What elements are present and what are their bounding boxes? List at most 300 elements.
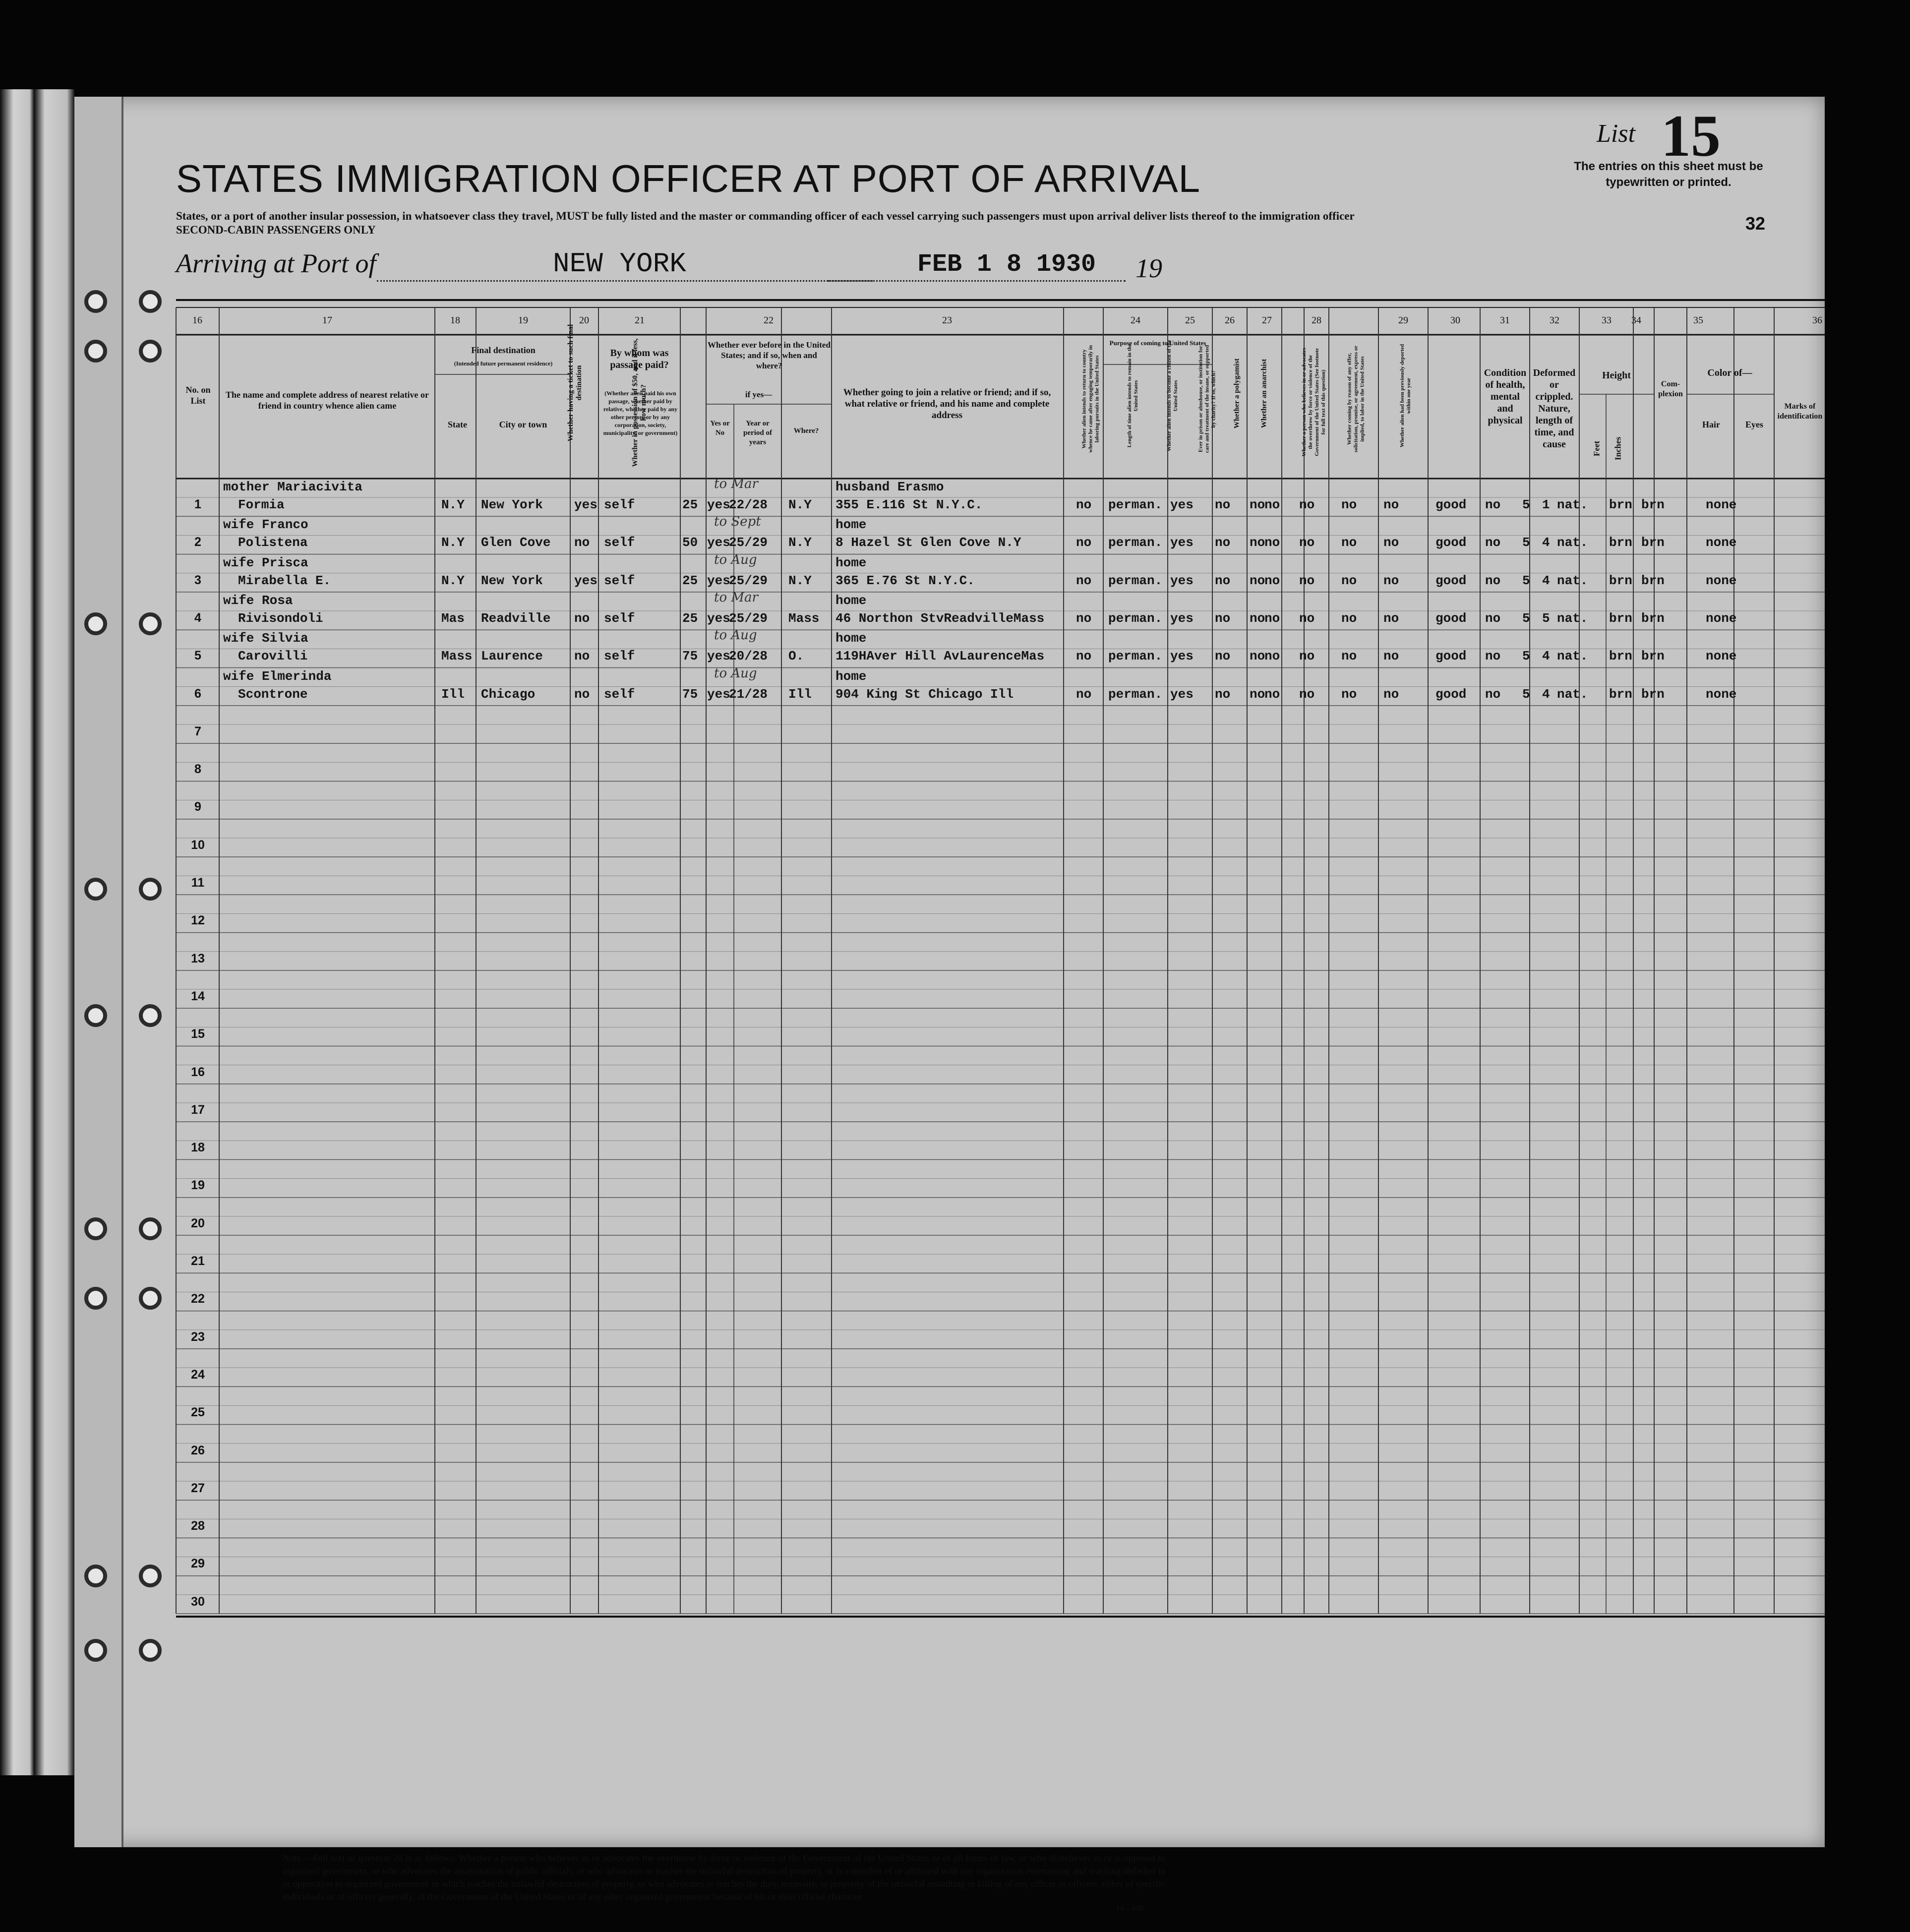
cell-join-top: home: [836, 555, 867, 570]
cell-relative: Polistena: [238, 535, 308, 550]
cell-complexion: nat.: [1557, 649, 1588, 664]
cell-relative-top: wife Rosa: [223, 593, 293, 608]
column-header-purpose-a: Whether alien intends to return to country whence he came after engaging temporarily in laboring pursuits in the United States: [1081, 345, 1100, 453]
column-number: 21: [635, 315, 645, 326]
column-header-purpose: Purpose of coming to United States: [1109, 339, 1206, 347]
column-header-final-destination-note: (Intended future permanent residence): [454, 360, 553, 367]
list-number: 15: [1661, 103, 1721, 169]
row-number: 24: [191, 1367, 205, 1382]
cell-paid: self: [604, 535, 635, 550]
cell-c30: no: [1383, 649, 1399, 664]
form-code: 14—430: [1116, 1904, 1143, 1913]
cell-join: 365 E.76 St N.Y.C.: [836, 573, 975, 588]
column-header-relative-address: The name and complete address of nearest relative or friend in country whence alien came: [226, 390, 429, 411]
column-header-prison: Ever in prison or almshouse, or institution for care and treatment of the insane, or supported by charity? If so, which?: [1197, 345, 1217, 453]
cell-complexion: nat.: [1557, 686, 1588, 702]
cell-years: 25/29: [729, 573, 768, 588]
cell-join: 8 Hazel St Glen Cove N.Y: [836, 535, 1021, 550]
cell-relative: Rivisondoli: [238, 610, 323, 626]
column-header-contract: Whether coming by reason of any offer, solicitation, promise, or agreement, express or implied, to labor in the United States: [1346, 345, 1366, 453]
cell-c25: no: [1215, 686, 1231, 702]
cell-money: 75: [682, 686, 698, 702]
row-number: 4: [194, 610, 201, 625]
cell-c26: no: [1250, 497, 1265, 512]
port-value: NEW YORK: [553, 248, 686, 280]
cell-c25: no: [1215, 610, 1231, 626]
row-number: 20: [191, 1216, 205, 1230]
cell-health: good: [1435, 649, 1467, 664]
cell-where: N.Y: [788, 573, 812, 588]
cell-inches: 4: [1542, 686, 1550, 702]
cell-eyes: brn: [1641, 649, 1665, 664]
cell-c26: no: [1250, 535, 1265, 550]
column-header-ticket: Whether having a ticket to such final destination: [567, 324, 583, 442]
manifest-sheet: [74, 97, 1825, 1913]
row-number: 19: [191, 1178, 205, 1193]
cell-years: 21/28: [729, 686, 768, 702]
cell-c29: no: [1341, 573, 1357, 588]
cell-money: 25: [682, 610, 698, 626]
cell-hand: to Aug: [714, 665, 757, 681]
cell-health: good: [1435, 686, 1467, 702]
cell-c25: no: [1215, 649, 1231, 664]
column-number: 30: [1450, 315, 1460, 326]
binder-hole: [84, 1004, 107, 1027]
column-header-yes-or-no: Yes or No: [710, 420, 730, 437]
cell-c28: no: [1299, 610, 1315, 626]
cell-inches: 1: [1542, 497, 1550, 512]
row-number: 21: [191, 1254, 205, 1268]
cell-health: good: [1435, 610, 1467, 626]
cell-p3: yes: [1170, 649, 1194, 664]
row-number: 29: [191, 1557, 205, 1571]
column-number: 26: [1225, 315, 1235, 326]
cell-feet: 5: [1522, 497, 1530, 512]
cell-before: yes: [707, 535, 730, 550]
cell-hair: brn: [1609, 573, 1632, 588]
row-number: 23: [191, 1329, 205, 1344]
cell-feet: 5: [1522, 535, 1530, 550]
binder-hole: [139, 612, 162, 635]
column-number: 36: [1812, 315, 1822, 326]
cell-marks: none: [1706, 686, 1737, 702]
cell-state: Mas: [441, 610, 465, 626]
binder-hole: [139, 1565, 162, 1587]
binder-hole: [84, 1565, 107, 1587]
row-number: 17: [191, 1102, 205, 1117]
binder-hole: [84, 1287, 107, 1310]
cell-feet: 5: [1522, 610, 1530, 626]
table-grid: [74, 97, 1825, 1847]
cell-c29: no: [1341, 649, 1357, 664]
cell-inches: 5: [1542, 610, 1550, 626]
row-number: 3: [194, 573, 201, 587]
cell-c28: no: [1299, 497, 1315, 512]
row-number: 14: [191, 989, 205, 1003]
cell-complexion: nat.: [1557, 610, 1588, 626]
binder-hole: [84, 612, 107, 635]
cell-deformed: no: [1485, 649, 1501, 664]
cell-deformed: no: [1485, 573, 1501, 588]
cell-join: 904 King St Chicago Ill: [836, 686, 1014, 702]
column-number: 18: [450, 315, 460, 326]
cell-city: New York: [481, 497, 543, 512]
cell-c27: no: [1264, 649, 1280, 664]
footnote: Note.—Full text of question 28 is as follows: Whether a person who believes in or advocates the overthrow by force or violence of the Government of the United States or of all forms of law, or who disbelieves in or is opposed to organized government, or who advocates the assassination of public officials, or who advocates or teaches the unlawful destruction of property, or is a member of or affiliated with any organization entertaining and teaching disbelief in or opposition to organized government or which teaches the unlawful destruction of property, or who advocates or teaches the duty, necessity, or propriety of the unlawful assaulting or killing of any officer or officers, either of specific individuals or of officers generally, of the Government of the United States or of any other organized government because of his or their official character.: [283, 1853, 1165, 1902]
cell-paid: self: [604, 649, 635, 664]
column-number: 27: [1262, 315, 1272, 326]
cell-eyes: brn: [1641, 573, 1665, 588]
cell-paid: self: [604, 610, 635, 626]
cell-years: 22/28: [729, 497, 768, 512]
cell-marks: none: [1706, 649, 1737, 664]
cell-hand: to Mar: [714, 477, 758, 491]
row-number: 13: [191, 951, 205, 966]
cell-relative: Carovilli: [238, 649, 308, 664]
cell-join: 119HAver Hill AvLaurenceMas: [836, 649, 1045, 664]
cell-hand: to Mar: [714, 590, 758, 605]
cell-money: 25: [682, 497, 698, 512]
cell-c29: no: [1341, 610, 1357, 626]
cell-c26: no: [1250, 610, 1265, 626]
column-number: 22: [764, 315, 774, 326]
column-number: 24: [1131, 315, 1140, 326]
year-suffix: 19: [1135, 253, 1162, 283]
column-number: 23: [942, 315, 952, 326]
row-number: 5: [194, 649, 201, 663]
cell-eyes: brn: [1641, 535, 1665, 550]
cell-health: good: [1435, 535, 1467, 550]
cell-state: N.Y: [441, 497, 465, 512]
row-number: 27: [191, 1481, 205, 1495]
cell-p3: yes: [1170, 686, 1194, 702]
column-number: 31: [1500, 315, 1510, 326]
cell-ticket: yes: [574, 573, 597, 588]
cell-c29: no: [1341, 497, 1357, 512]
row-number: 11: [191, 876, 205, 890]
cell-eyes: brn: [1641, 610, 1665, 626]
cell-hand: to Sept: [714, 514, 761, 530]
cell-p1: no: [1076, 535, 1092, 550]
column-header-hair: Hair: [1702, 420, 1720, 429]
row-number: 7: [194, 724, 201, 738]
page-number: 32: [1745, 213, 1766, 234]
column-number: 19: [518, 315, 528, 326]
cell-c27: no: [1264, 686, 1280, 702]
cell-paid: self: [604, 686, 635, 702]
cell-c25: no: [1215, 535, 1231, 550]
cell-ticket: no: [574, 610, 590, 626]
row-number: 26: [191, 1443, 205, 1457]
cell-before: yes: [707, 686, 730, 702]
column-header-eyes: Eyes: [1745, 420, 1763, 429]
cell-hair: brn: [1609, 649, 1632, 664]
cell-c29: no: [1341, 535, 1357, 550]
cell-eyes: brn: [1641, 497, 1665, 512]
row-number: 9: [194, 800, 201, 814]
cell-c27: no: [1264, 497, 1280, 512]
cell-feet: 5: [1522, 573, 1530, 588]
column-number: 34: [1631, 315, 1641, 326]
cell-health: good: [1435, 497, 1467, 512]
cell-marks: none: [1706, 610, 1737, 626]
cell-relative-top: mother Mariacivita: [223, 480, 362, 494]
list-label: List: [1597, 120, 1636, 148]
column-header-marks: Marks of identification: [1777, 402, 1823, 421]
cell-p1: no: [1076, 573, 1092, 588]
row-number: 12: [191, 913, 205, 928]
list-note: The entries on this sheet must be typewritten or printed.: [1574, 160, 1763, 189]
cell-c29: no: [1341, 686, 1357, 702]
cell-state: N.Y: [441, 573, 465, 588]
cell-p1: no: [1076, 686, 1092, 702]
row-number: 6: [194, 686, 201, 701]
column-header-inches: Inches: [1613, 436, 1623, 461]
cell-c25: no: [1215, 497, 1231, 512]
cell-p3: yes: [1170, 610, 1194, 626]
cell-join-top: home: [836, 668, 867, 684]
cell-paid: self: [604, 573, 635, 588]
column-number: 16: [192, 315, 202, 326]
cell-p2: perman.: [1108, 649, 1163, 664]
cell-join-top: home: [836, 517, 867, 533]
column-header-passage-note: (Whether alien paid his own passage, whether paid by relative, whether paid by any other person, or by any corporation, society, municipality, or government): [603, 390, 678, 436]
cell-city: Glen Cove: [481, 535, 551, 550]
cell-feet: 5: [1522, 686, 1530, 702]
cell-p1: no: [1076, 497, 1092, 512]
cell-relative-top: wife Silvia: [223, 631, 308, 646]
binder-hole: [84, 1217, 107, 1240]
cell-hair: brn: [1609, 610, 1632, 626]
cell-c30: no: [1383, 535, 1399, 550]
cell-where: N.Y: [788, 497, 812, 512]
cell-ticket: no: [574, 649, 590, 664]
cell-where: O.: [788, 649, 804, 664]
column-header-purpose-c: Whether alien intends to become a citizen of the United States: [1166, 340, 1179, 452]
row-number: 22: [191, 1292, 205, 1306]
row-number: 1: [194, 497, 201, 511]
cell-relative-top: wife Franco: [223, 517, 308, 533]
cell-money: 25: [682, 573, 698, 588]
cell-join: 355 E.116 St N.Y.C.: [836, 497, 983, 512]
cell-c28: no: [1299, 535, 1315, 550]
cell-p3: yes: [1170, 497, 1194, 512]
cell-deformed: no: [1485, 497, 1501, 512]
cell-p2: perman.: [1108, 573, 1163, 588]
binder-hole: [139, 1004, 162, 1027]
cell-state: Mass: [441, 649, 473, 664]
date-stamp: FEB 1 8 1930: [917, 250, 1096, 279]
column-header-possession-50: Whether in possession of $50, and if less, how much?: [631, 338, 648, 467]
column-header-health: Condition of health, mental and physical: [1484, 367, 1527, 426]
row-number: 28: [191, 1519, 205, 1533]
cell-inches: 4: [1542, 573, 1550, 588]
cell-deformed: no: [1485, 610, 1501, 626]
cell-health: good: [1435, 573, 1467, 588]
cell-complexion: nat.: [1557, 573, 1588, 588]
cell-relative: Mirabella E.: [238, 573, 331, 588]
column-header-feet: Feet: [1592, 440, 1602, 457]
column-header-complexion: Com-plexion: [1658, 380, 1683, 398]
cell-c27: no: [1264, 573, 1280, 588]
column-number: 25: [1185, 315, 1195, 326]
cell-years: 25/29: [729, 610, 768, 626]
column-header-joining-relative: Whether going to join a relative or friend; and if so, what relative or friend, and his name and complete address: [843, 387, 1051, 421]
row-number: 18: [191, 1141, 205, 1155]
cell-years: 20/28: [729, 649, 768, 664]
cell-p2: perman.: [1108, 686, 1163, 702]
cell-eyes: brn: [1641, 686, 1665, 702]
cell-hand: to Aug: [714, 628, 757, 643]
cell-inches: 4: [1542, 535, 1550, 550]
column-header-where: Where?: [793, 427, 819, 435]
cell-city: Chicago: [481, 686, 536, 702]
binder-hole: [139, 1217, 162, 1240]
cell-hair: brn: [1609, 686, 1632, 702]
cell-relative: Scontrone: [238, 686, 308, 702]
binder-strip: [0, 89, 74, 1775]
cell-c28: no: [1299, 686, 1315, 702]
cell-c26: no: [1250, 686, 1265, 702]
cell-state: N.Y: [441, 535, 465, 550]
cell-years: 25/29: [729, 535, 768, 550]
cell-before: yes: [707, 649, 730, 664]
cell-city: Readville: [481, 610, 551, 626]
cell-p1: no: [1076, 649, 1092, 664]
column-header-polygamist: Whether a polygamist: [1233, 358, 1241, 429]
column-number: 20: [579, 315, 589, 326]
column-header-state: State: [448, 420, 467, 429]
cell-c30: no: [1383, 610, 1399, 626]
cell-c28: no: [1299, 573, 1315, 588]
cell-money: 75: [682, 649, 698, 664]
cell-marks: none: [1706, 535, 1737, 550]
cell-relative: Formia: [238, 497, 285, 512]
cell-c30: no: [1383, 573, 1399, 588]
column-number: 28: [1312, 315, 1321, 326]
cell-paid: self: [604, 497, 635, 512]
column-number: 35: [1693, 315, 1703, 326]
instruction-line-2: SECOND-CABIN PASSENGERS ONLY: [176, 224, 376, 236]
row-number: 8: [194, 762, 201, 777]
cell-p2: perman.: [1108, 497, 1163, 512]
column-number: 29: [1398, 315, 1408, 326]
cell-complexion: nat.: [1557, 497, 1588, 512]
column-number: 32: [1550, 315, 1559, 326]
cell-c28: no: [1299, 649, 1315, 664]
column-header-purpose-b: Length of time alien intends to remain in the United States: [1127, 344, 1139, 448]
cell-state: Ill: [441, 686, 465, 702]
page-title: STATES IMMIGRATION OFFICER AT PORT OF ARRIVAL: [176, 157, 1201, 200]
cell-p2: perman.: [1108, 610, 1163, 626]
cell-relative-top: wife Elmerinda: [223, 668, 332, 684]
binder-hole: [84, 290, 107, 313]
cell-before: yes: [707, 610, 730, 626]
cell-hair: brn: [1609, 535, 1632, 550]
cell-ticket: no: [574, 686, 590, 702]
column-header-overthrow: Whether a person who believes in or advocates the overthrow by force or violence of the Government of the United States (See footnote for full text of this question): [1301, 348, 1326, 457]
cell-join: 46 Northon StvReadvilleMass: [836, 610, 1045, 626]
column-number: 33: [1602, 315, 1612, 326]
cell-deformed: no: [1485, 686, 1501, 702]
cell-deformed: no: [1485, 535, 1501, 550]
cell-c26: no: [1250, 573, 1265, 588]
column-header-passage-paid: By whom was passage paid?: [610, 348, 669, 370]
column-header-no-on-list: No. on List: [185, 385, 211, 406]
cell-p3: yes: [1170, 535, 1194, 550]
cell-join-top: husband Erasmo: [836, 480, 944, 494]
column-header-height: Height: [1602, 370, 1631, 381]
cell-p3: yes: [1170, 573, 1194, 588]
cell-hair: brn: [1609, 497, 1632, 512]
cell-marks: none: [1706, 497, 1737, 512]
row-number: 2: [194, 535, 201, 549]
column-header-deported: Whether alien had been previously deported within one year: [1399, 344, 1412, 448]
cell-city: New York: [481, 573, 543, 588]
cell-hand: to Aug: [714, 552, 757, 567]
binder-hole: [139, 1287, 162, 1310]
column-header-city: City or town: [499, 420, 547, 429]
cell-where: Ill: [788, 686, 812, 702]
row-number: 15: [191, 1027, 205, 1041]
cell-c30: no: [1383, 497, 1399, 512]
cell-join-top: home: [836, 593, 867, 608]
column-number: 17: [322, 315, 332, 326]
cell-c30: no: [1383, 686, 1399, 702]
cell-before: yes: [707, 573, 730, 588]
column-header-if-yes: if yes—: [745, 390, 773, 399]
instruction-line-1: States, or a port of another insular possession, in whatsoever class they travel, MUST be fully listed and the master or commanding officer of each vessel carrying such passengers must upon arrival deliver lists thereof to the immigration officer: [176, 210, 1355, 222]
column-header-year-period: Year or period of years: [743, 420, 772, 446]
cell-c25: no: [1215, 573, 1231, 588]
column-header-deformed: Deformed or crippled. Nature, length of time, and cause: [1533, 367, 1576, 450]
cell-relative-top: wife Prisca: [223, 555, 308, 570]
column-header-anarchist: Whether an anarchist: [1260, 359, 1268, 428]
cell-city: Laurence: [481, 649, 543, 664]
cell-inches: 4: [1542, 649, 1550, 664]
row-number: 30: [191, 1594, 205, 1609]
cell-where: Mass: [788, 610, 820, 626]
cell-where: N.Y: [788, 535, 812, 550]
cell-c26: no: [1250, 649, 1265, 664]
binder-hole: [139, 340, 162, 362]
cell-complexion: nat.: [1557, 535, 1588, 550]
cell-ticket: yes: [574, 497, 597, 512]
cell-ticket: no: [574, 535, 590, 550]
row-number: 16: [191, 1065, 205, 1079]
cell-feet: 5: [1522, 649, 1530, 664]
binder-hole: [139, 878, 162, 901]
binder-hole: [139, 290, 162, 313]
cell-marks: none: [1706, 573, 1737, 588]
cell-c27: no: [1264, 610, 1280, 626]
row-number: 10: [191, 838, 205, 852]
binder-hole: [84, 340, 107, 362]
cell-p2: perman.: [1108, 535, 1163, 550]
cell-before: yes: [707, 497, 730, 512]
column-header-color-of: Color of—: [1707, 367, 1752, 378]
column-header-final-destination: Final destination: [471, 345, 536, 355]
cell-c27: no: [1264, 535, 1280, 550]
binder-hole: [84, 878, 107, 901]
binder-hole: [139, 1639, 162, 1662]
cell-p1: no: [1076, 610, 1092, 626]
column-header-ever-before: Whether ever before in the United States; and if so, when and where?: [708, 340, 831, 370]
binder-hole: [84, 1639, 107, 1662]
arriving-label: Arriving at Port of: [176, 248, 376, 278]
cell-join-top: home: [836, 631, 867, 646]
row-number: 25: [191, 1405, 205, 1420]
